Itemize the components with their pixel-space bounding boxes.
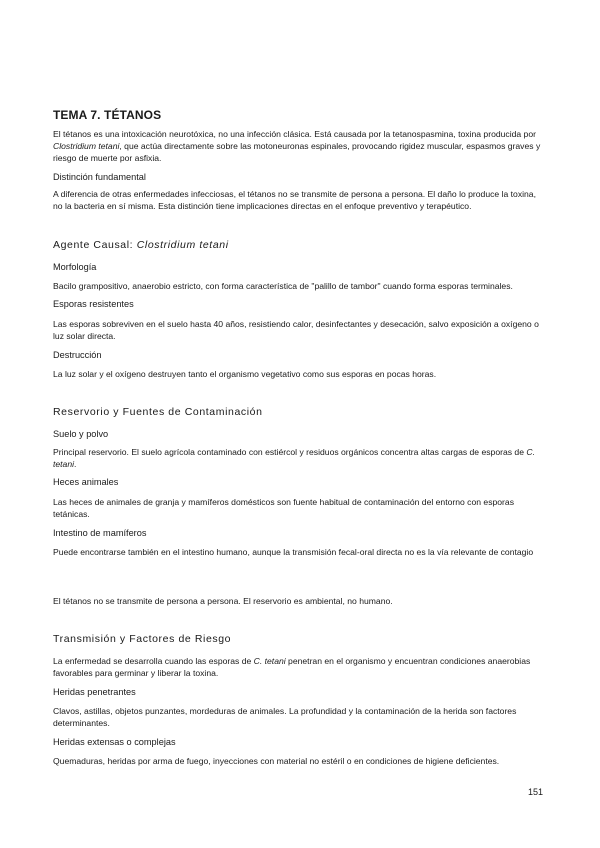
- transmision-species-name: C. tetani: [253, 656, 286, 666]
- intro-species-name: Clostridium tetani: [53, 141, 120, 151]
- morfologia-heading: Morfología: [53, 262, 97, 272]
- destruccion-heading: Destrucción: [53, 350, 102, 360]
- heces-heading: Heces animales: [53, 477, 119, 487]
- reservorio-note: El tétanos no se transmite de persona a persona. El reservorio es ambiental, no humano.: [53, 596, 393, 606]
- suelo-heading: Suelo y polvo: [53, 429, 109, 439]
- suelo-paragraph: [53, 446, 547, 470]
- page-number: 151: [528, 787, 544, 797]
- destruccion-text: La luz solar y el oxígeno destruyen tanto el organismo vegetativo como sus esporas en pocas horas.: [53, 369, 437, 379]
- transmision-text: La enfermedad se desarrolla cuando las esporas de: [53, 656, 254, 666]
- intestino-text: Puede encontrarse también en el intestino humano, aunque la transmisión fecal-oral directa no es la vía relevante de contagio: [53, 547, 534, 557]
- transmision-paragraph: [53, 655, 547, 679]
- penetrantes-heading: Heridas penetrantes: [53, 687, 136, 697]
- intro-paragraph: [53, 128, 547, 164]
- intro-text-end: , que actúa directamente sobre las motoneuronas espinales, provocando rigidez muscular, espasmos graves y riesgo de muerte por asfixia.: [53, 141, 541, 163]
- agente-section-heading: [53, 239, 547, 252]
- intestino-heading: Intestino de mamíferos: [53, 528, 147, 538]
- transmision-text-end: penetran en el organismo y encuentran condiciones anaerobias favorables para germinar y liberar la toxina.: [53, 656, 531, 678]
- morfologia-text: Bacilo grampositivo, anaerobio estricto, con forma característica de "palillo de tambor" cuando forma esporas terminales.: [53, 281, 513, 291]
- reservorio-section-heading: Reservorio y Fuentes de Contaminación: [53, 406, 263, 418]
- agente-heading-species: Clostridium tetani: [136, 239, 229, 251]
- distincion-text: A diferencia de otras enfermedades infecciosas, el tétanos no se transmite de persona a persona. El daño lo produce la toxina, no la bacteria en sí misma. Esta distinción tiene implicaciones directas en el enfoque preventivo y terapéutico.: [53, 189, 536, 211]
- penetrantes-text: Clavos, astillas, objetos punzantes, mordeduras de animales. La profundidad y la contaminación de la herida son factores determinantes.: [53, 706, 517, 728]
- suelo-species-name: C. tetani: [53, 447, 535, 469]
- esporas-text: Las esporas sobreviven en el suelo hasta 40 años, resistiendo calor, desinfectantes y desecación, salvo exposición a oxígeno o luz solar directa.: [53, 319, 539, 341]
- suelo-text: Principal reservorio. El suelo agrícola contaminado con estiércol y residuos orgánicos concentra altas cargas de esporas de: [53, 447, 527, 457]
- intro-text: El tétanos es una intoxicación neurotóxica, no una infección clásica. Está causada por la tetanospasmina, toxina producida por: [53, 129, 536, 139]
- page-title: TEMA 7. TÉTANOS: [53, 108, 162, 122]
- suelo-text-end: .: [74, 459, 77, 469]
- esporas-heading: Esporas resistentes: [53, 299, 134, 309]
- distincion-heading: Distinción fundamental: [53, 172, 146, 182]
- extensas-heading: Heridas extensas o complejas: [53, 737, 176, 747]
- transmision-section-heading: Transmisión y Factores de Riesgo: [53, 633, 232, 645]
- agente-heading-text: Agente Causal:: [53, 239, 137, 251]
- extensas-text: Quemaduras, heridas por arma de fuego, inyecciones con material no estéril o en condiciones de higiene deficientes.: [53, 756, 500, 766]
- heces-text: Las heces de animales de granja y mamíferos domésticos son fuente habitual de contaminación del entorno con esporas tetánicas.: [53, 497, 514, 519]
